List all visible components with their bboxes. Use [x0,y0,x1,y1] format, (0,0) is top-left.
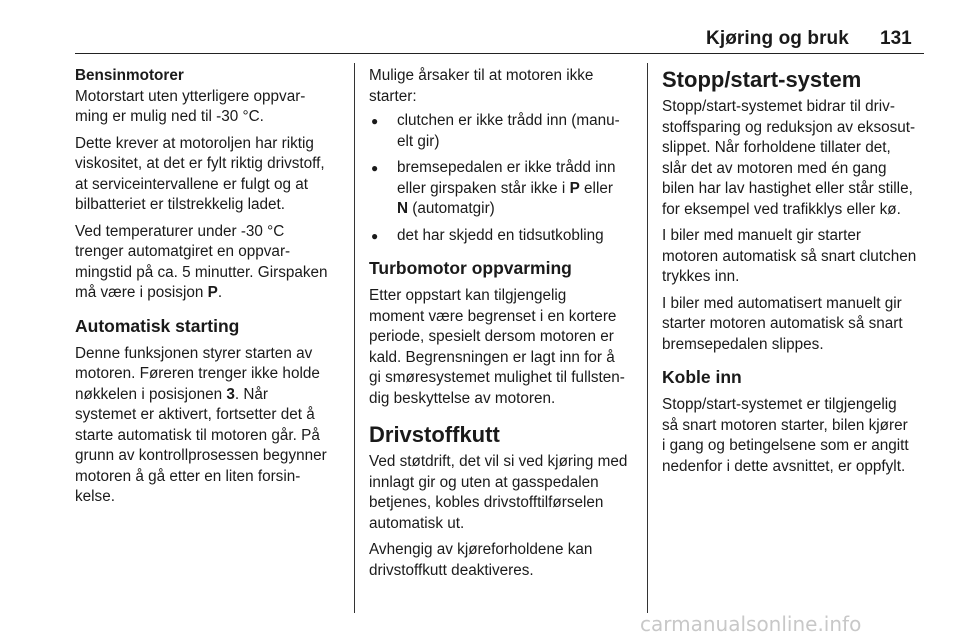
list-item: ● bremsepedalen er ikke trådd inn eller girspaken står ikke i P eller N (automatgir) [369,158,637,220]
subheading-bensinmotorer: Bensinmotorer [75,67,184,84]
paragraph: Etter oppstart kan tilgjengelig moment være begrenset i en kortere periode, spesielt dersom motoren er kald. Begrensningen er lagt inn for å gi smøresystemet mulighet til fullsten- dig beskyttelse av motoren. [369,287,625,407]
paragraph: Denne funksjonen styrer starten av motoren. Føreren trenger ikke holde nøkkelen i posisjonen 3. Når systemet er aktivert, fortsetter det å starte automatisk til motoren går. På grunn av kontrollprosessen begynner motoren å gå etter en liten forsin- kelse. [75,344,327,505]
column-divider [647,63,648,613]
column-2 [369,66,637,587]
paragraph: Stopp/start-systemet bidrar til driv- stoffsparing og reduksjon av eksosut- slippet. Når forholdene tillater det, slår det av motoren med én gang bilen har lav hastighet eller står stille, for eksempel ved trafikklys eller kø. [662,98,916,218]
cause-list [369,111,637,246]
heading-automatisk-starting: Automatisk starting [75,315,240,336]
heading-stopp-start-system: Stopp/start-system [662,67,862,92]
heading-koble-inn: Koble inn [662,367,742,387]
column-1 [75,66,345,514]
paragraph: Mulige årsaker til at motoren ikke starter: [369,67,594,105]
header-divider [75,53,924,54]
paragraph: I biler med manuelt gir starter motoren automatisk så snart clutchen trykkes inn. [662,227,917,285]
list-item: ● clutchen er ikke trådd inn (manu- elt gir) [369,111,637,152]
list-item: ● det har skjedd en tidsutkobling [369,226,637,247]
page-number: 131 [880,28,912,49]
paragraph: Dette krever at motoroljen har riktig viskositet, at det er fylt riktig drivstoff, at serviceintervallene er fulgt og at bilbatteriet er tilstrekkelig ladet. [75,134,325,213]
paragraph: Ved støtdrift, det vil si ved kjøring med innlagt gir og uten at gasspedalen betjenes, kobles drivstofftilførselen automatisk ut. [369,453,628,532]
column-divider [354,63,355,613]
paragraph: I biler med automatisert manuelt gir starter motoren automatisk så snart bremsepedalen slippes. [662,294,903,353]
column-3 [662,66,928,483]
heading-drivstoffkutt: Drivstoffkutt [369,422,500,447]
paragraph: Stopp/start-systemet er tilgjengelig så snart motoren starter, bilen kjører i gang og betingelsene som er angitt nedenfor i dette avsnittet, er oppfylt. [662,396,909,475]
paragraph: Avhengig av kjøreforholdene kan drivstoffkutt deaktiveres. [369,541,593,579]
heading-turbomotor-oppvarming: Turbomotor oppvarming [369,258,572,278]
watermark: carmanualsonline.info [640,612,862,636]
paragraph: Ved temperaturer under -30 °C trenger automatgiret en oppvar- mingstid på ca. 5 minutter. Girspaken må være i posisjon P. [75,222,328,301]
section-title: Kjøring og bruk [706,28,849,49]
paragraph: Motorstart uten ytterligere oppvar- ming er mulig ned til -30 °C. [75,87,306,125]
